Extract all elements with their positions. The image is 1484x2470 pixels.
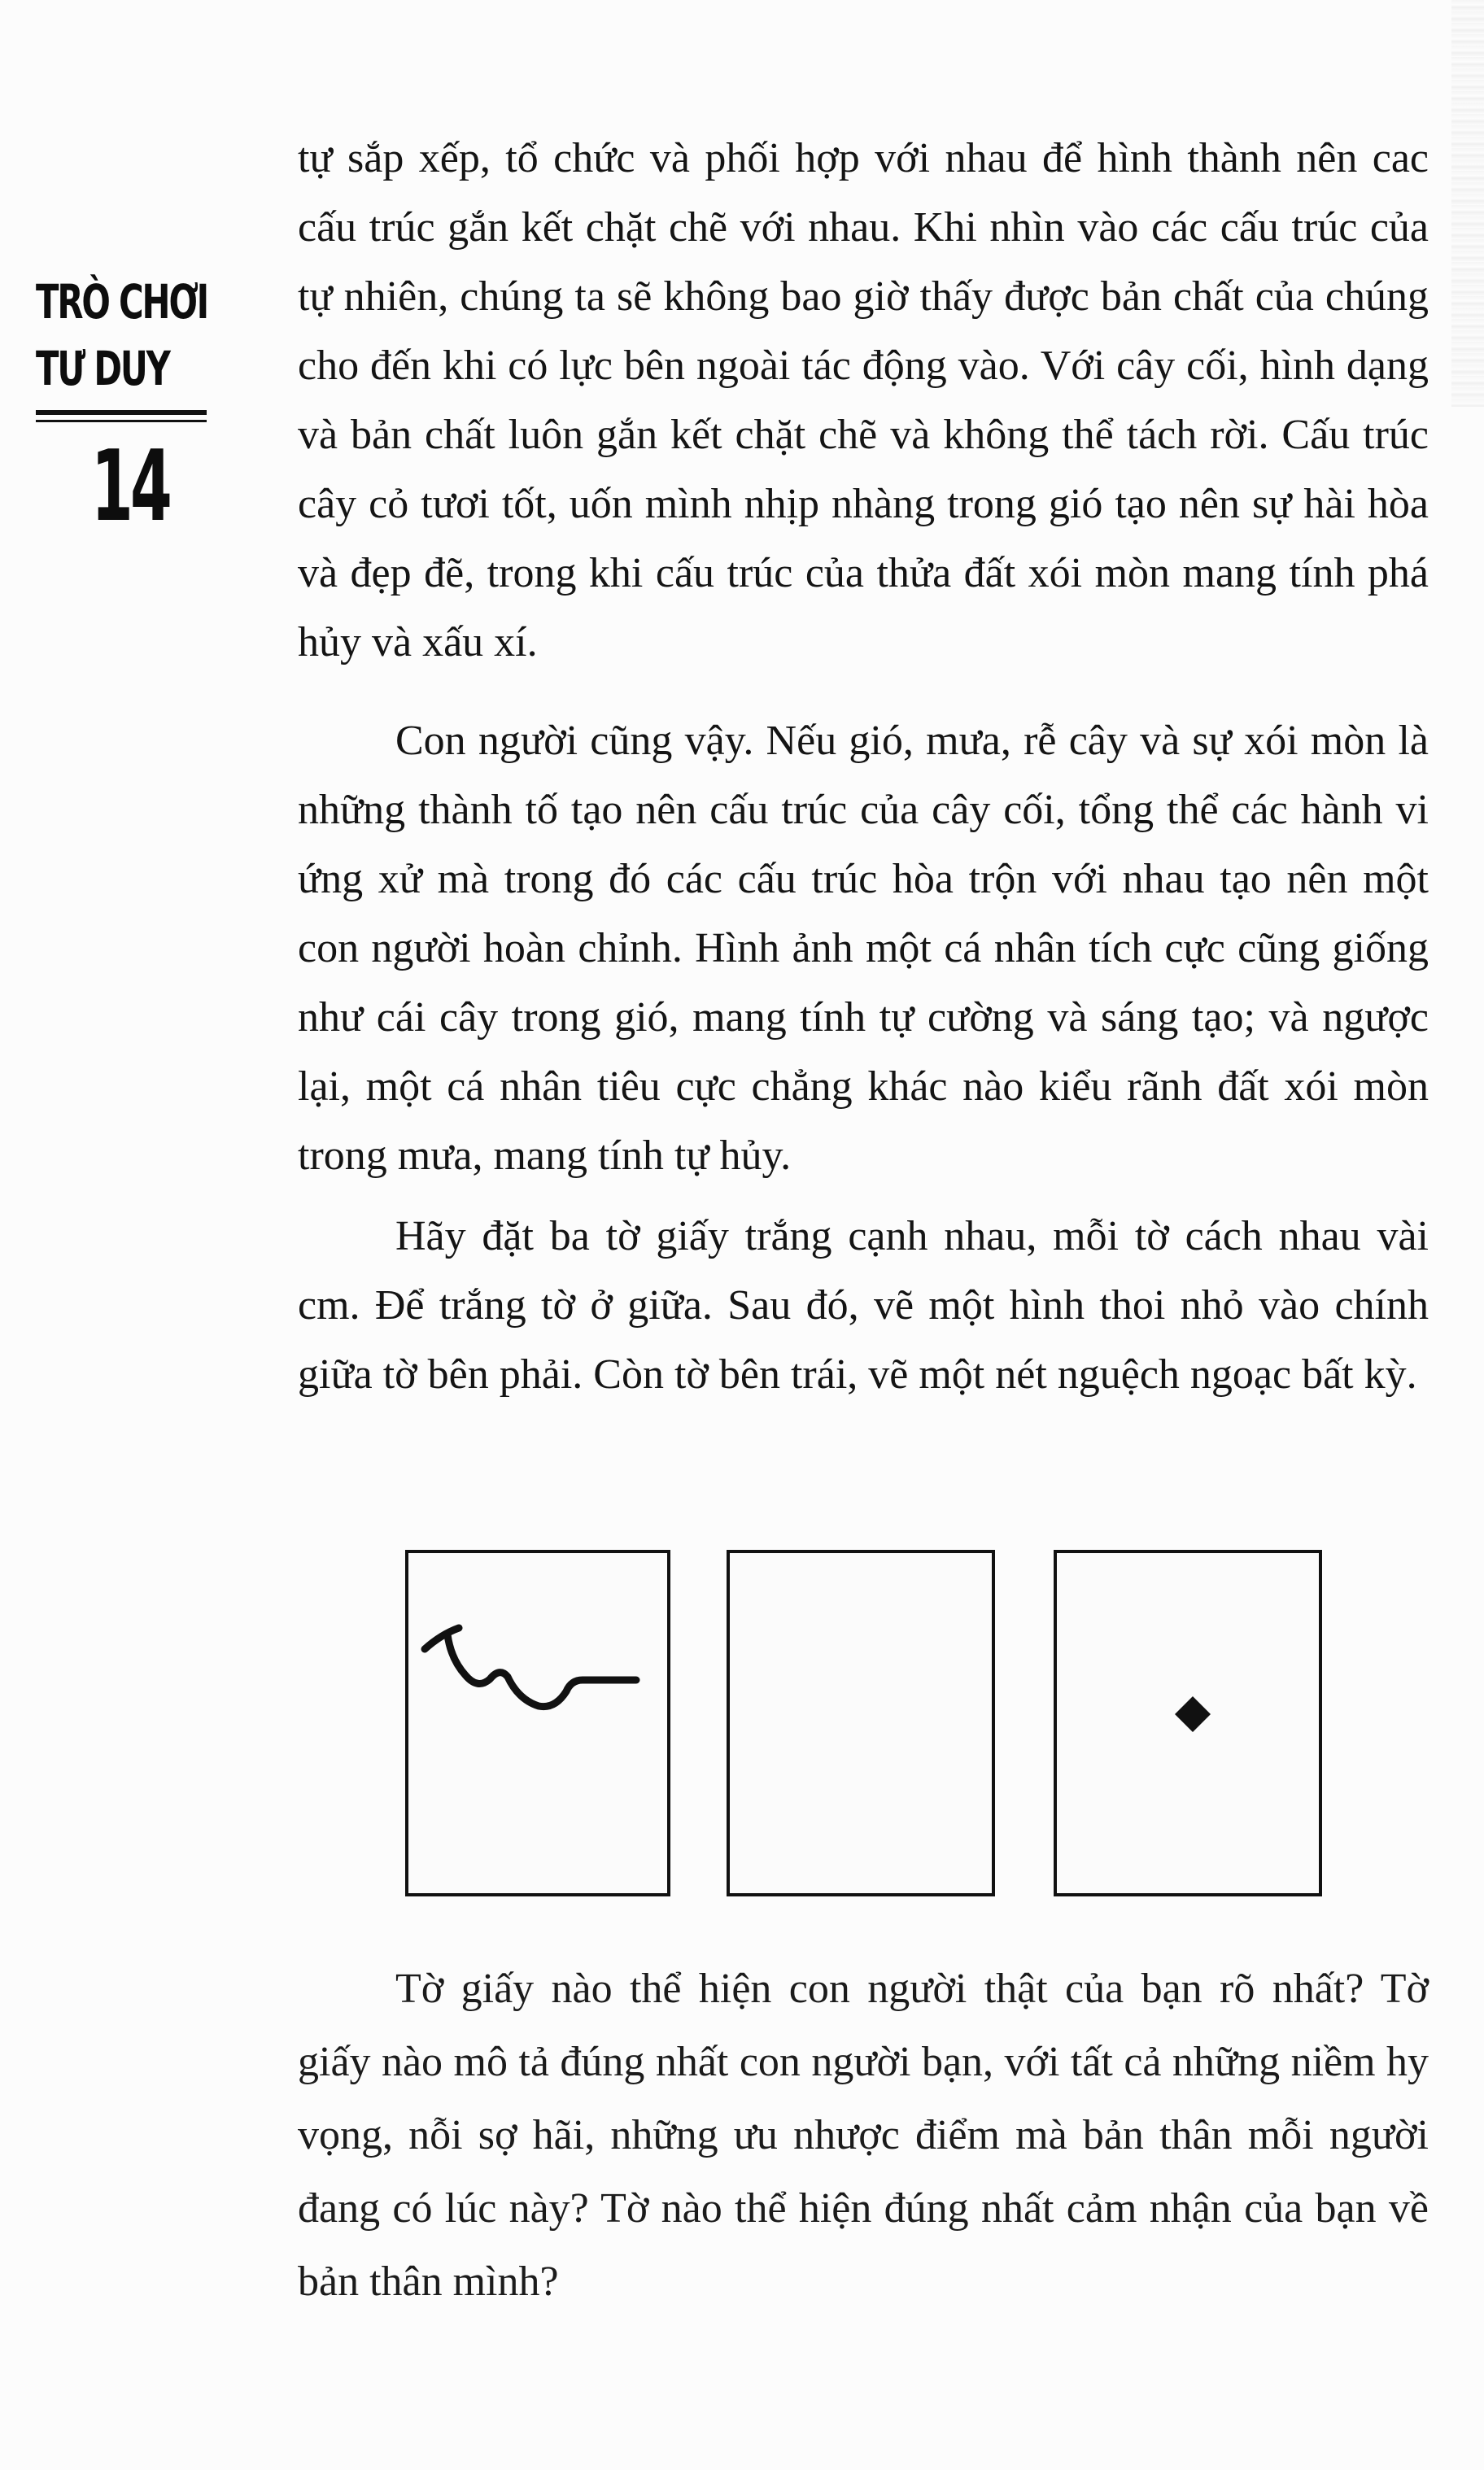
chapter-sidebar (36, 268, 208, 543)
sheet-middle-blank (727, 1550, 995, 1896)
chapter-number: 14 (91, 430, 170, 543)
diamond-shape (1175, 1696, 1211, 1732)
body-paragraph-4 (298, 1953, 1429, 2319)
series-title-line-1: TRÒ CHƠI (36, 274, 208, 329)
series-title-line-2: TƯ DUY (36, 341, 169, 396)
scribble-drawing (408, 1553, 667, 1893)
page-edge-shadow (1451, 0, 1484, 407)
sidebar-divider-thin (36, 420, 207, 422)
sheet-left-scribble (405, 1550, 670, 1896)
paragraph-text: Tờ giấy nào thể hiện con người thật của bạn rõ nhất? Tờ giấy nào mô tả đúng nhất con người bạn, với tất cả những niềm hy vọng, nỗi sợ hãi, những ưu nhược điểm mà bản thân mỗi người đang có lúc này? Tờ nào thể hiện đúng nhất cảm nhận của bạn về bản thân mình? (298, 1966, 1429, 2305)
body-paragraph-1 (298, 124, 1429, 677)
body-paragraph-2 (298, 706, 1429, 1190)
sidebar-divider (36, 410, 207, 415)
sheet-right-diamond (1054, 1550, 1322, 1896)
body-paragraph-3 (298, 1202, 1429, 1409)
paragraph-text: Hãy đặt ba tờ giấy trắng cạnh nhau, mỗi tờ cách nhau vài cm. Để trắng tờ ở giữa. Sau đó, vẽ một hình thoi nhỏ vào chính giữa tờ bên phải. Còn tờ bên trái, vẽ một nét nguệch ngoạc bất kỳ. (298, 1213, 1429, 1398)
paragraph-text: tự sắp xếp, tổ chức và phối hợp với nhau để hình thành nên cac cấu trúc gắn kết chặt chẽ với nhau. Khi nhìn vào các cấu trúc của tự nhiên, chúng ta sẽ không bao giờ thấy được bản chất của chúng cho đến khi có lực bên ngoài tác động vào. Với cây cối, hình dạng và bản chất luôn gắn kết chặt chẽ và không thể tách rời. Cấu trúc cây cỏ tươi tốt, uốn mình nhịp nhàng trong gió tạo nên sự hài hòa và đẹp đẽ, trong khi cấu trúc của thửa đất xói mòn mang tính phá hủy và xấu xí. (298, 135, 1429, 666)
diamond-drawing (1057, 1553, 1319, 1893)
paragraph-text: Con người cũng vậy. Nếu gió, mưa, rễ cây và sự xói mòn là những thành tố tạo nên cấu trúc của cây cối, tổng thể các hành vi ứng xử mà trong đó các cấu trúc hòa trộn với nhau tạo nên một con người hoàn chỉnh. Hình ảnh một cá nhân tích cực cũng giống như cái cây trong gió, mang tính tự cường và sáng tạo; và ngược lại, một cá nhân tiêu cực chẳng khác nào kiểu rãnh đất xói mòn trong mưa, mang tính tự hủy. (298, 718, 1429, 1179)
